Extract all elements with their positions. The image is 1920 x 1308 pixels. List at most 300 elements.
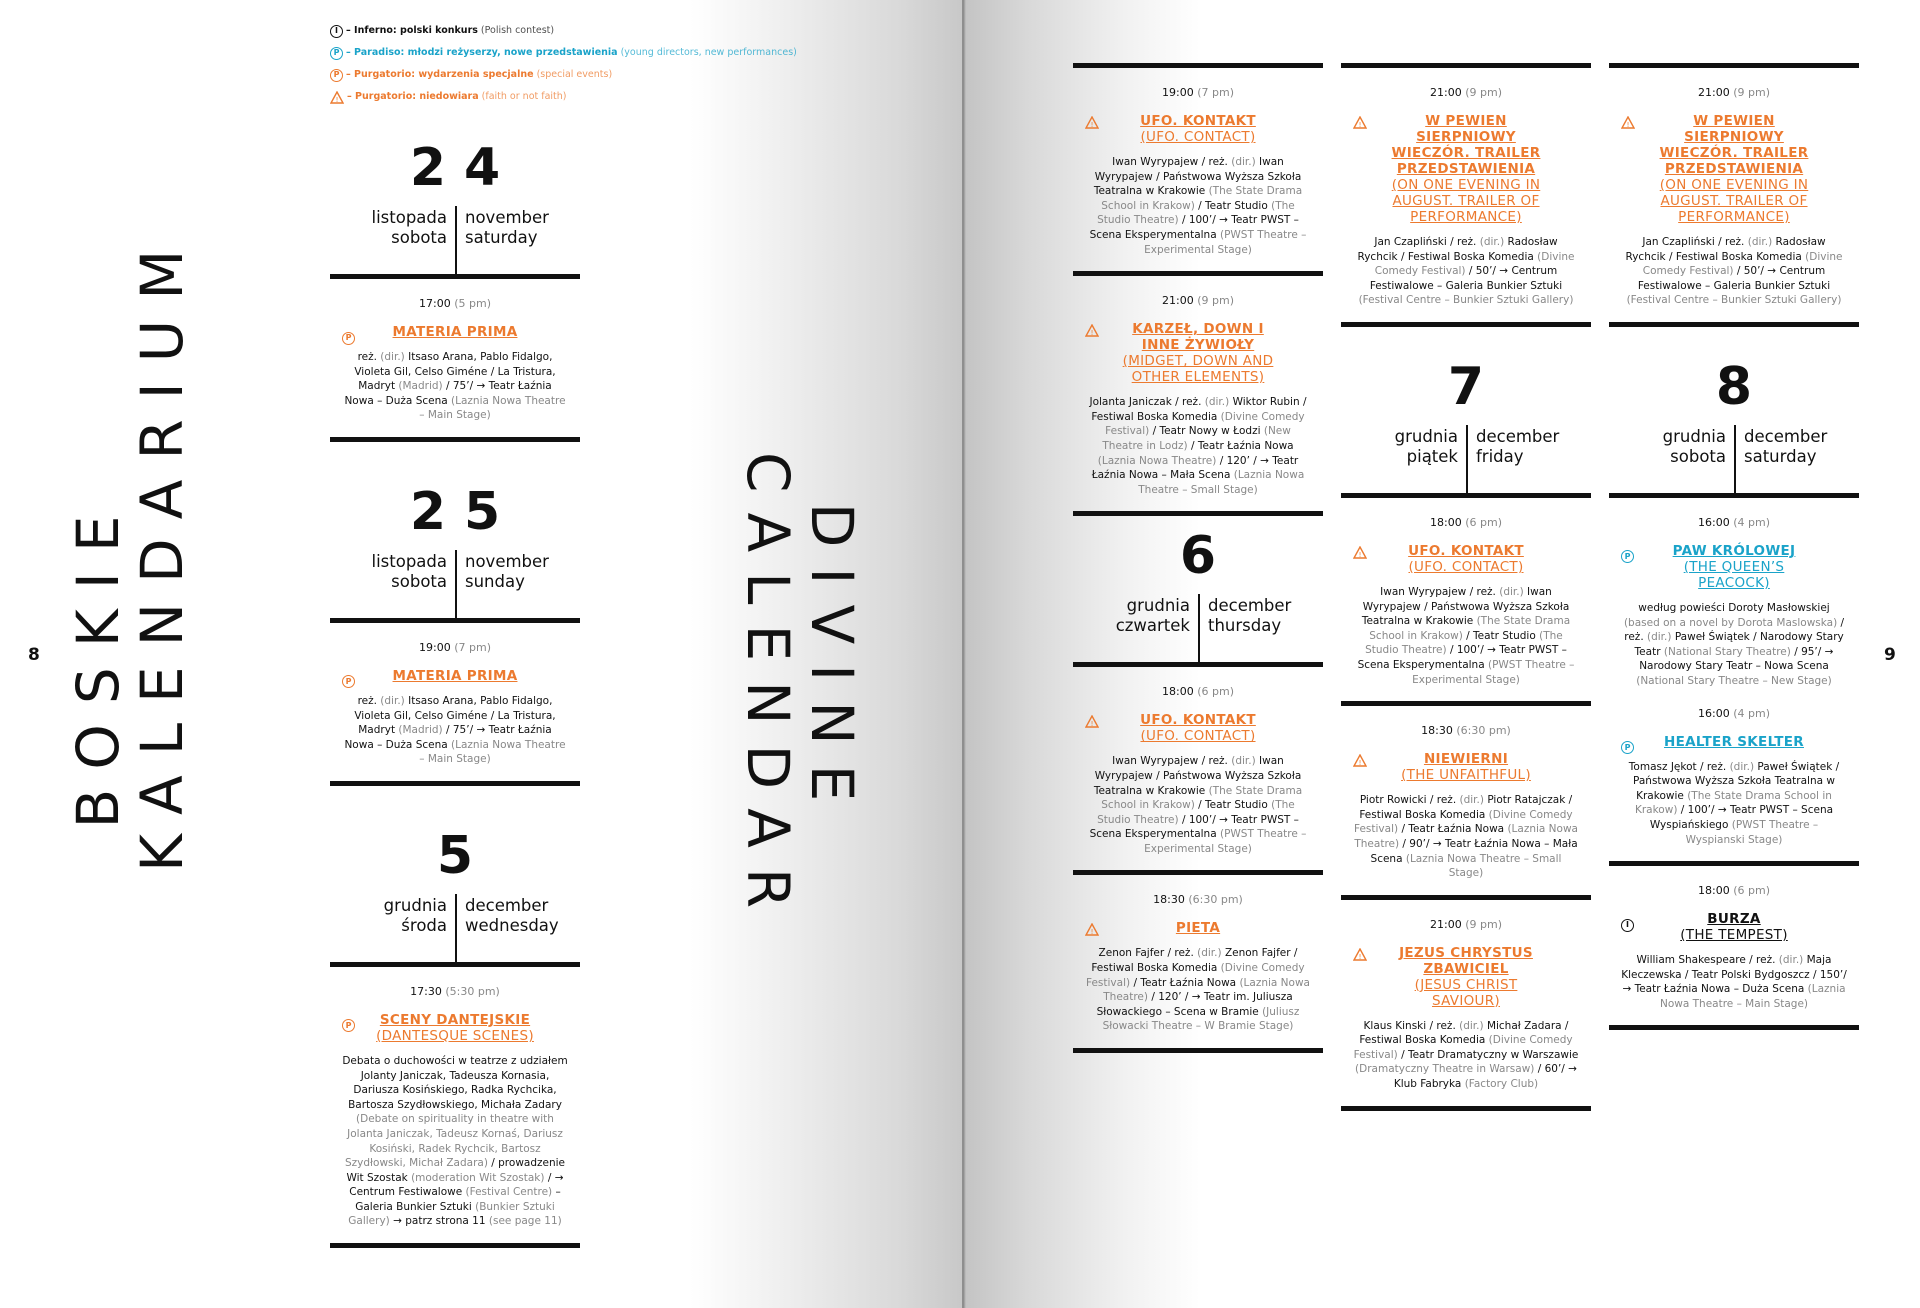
weekday-pl: sobota xyxy=(1670,446,1726,466)
time-pl: 19:00 xyxy=(419,640,451,654)
event-title-wrap xyxy=(1621,543,1847,591)
legend-row xyxy=(330,86,797,108)
event-title-link[interactable] xyxy=(1353,945,1579,1009)
legend-row xyxy=(330,20,797,42)
svg-text:!: ! xyxy=(1090,928,1094,937)
event-title-wrap xyxy=(342,1012,568,1044)
time-en: (9 pm) xyxy=(1197,294,1234,308)
event-time xyxy=(342,297,568,310)
event-desc-part: / Teatr Nowy w Łodzi xyxy=(1152,425,1264,438)
event-desc-part: (Juliusz Słowacki Theatre – W Bramie Stage) xyxy=(1102,1005,1300,1033)
event-desc-part: (PWST Theatre – Wyspianski Stage) xyxy=(1685,818,1819,846)
event-description xyxy=(1353,235,1579,308)
event-desc-part: (Divine Comedy Festival) xyxy=(1374,250,1575,278)
event-title-wrap xyxy=(1353,113,1579,225)
time-en: (6 pm) xyxy=(1733,884,1770,898)
column-2 xyxy=(1073,63,1323,1053)
warning-triangle-icon xyxy=(330,91,344,104)
event-desc-part: (Festival Centre – Bunkier Sztuki Gallery) xyxy=(1626,294,1842,307)
event-desc-part: (The State Drama School in Krakow) xyxy=(1101,185,1303,212)
event-title-wrap xyxy=(342,668,568,684)
event xyxy=(1341,900,1591,1106)
event-desc-part: William Shakespeare / reż. xyxy=(1636,954,1779,967)
event-desc-part: / Teatr Dramatyczny w Warszawie xyxy=(1401,1048,1579,1061)
event-title-link[interactable] xyxy=(1621,113,1847,225)
event-desc-part: (dir.) xyxy=(1499,585,1528,598)
svg-text:!: ! xyxy=(1090,720,1094,729)
time-pl: 16:00 xyxy=(1698,706,1730,720)
day-number: 6 xyxy=(1179,526,1235,587)
event-desc-part: (dir.) xyxy=(1729,760,1758,773)
event-desc-part: / 50’/ → Centrum Festiwalowe – Galeria Bunkier Sztuki xyxy=(1369,265,1563,292)
event-desc-part: Radosław Rychcik / Festiwal Boska Komedia xyxy=(1625,236,1826,263)
event-title-wrap xyxy=(1621,911,1847,943)
event-title: JEZUS CHRYSTUS ZBAWICIEL xyxy=(1399,944,1533,977)
event-description xyxy=(1621,601,1847,689)
event-description xyxy=(342,1054,568,1229)
event-title-link[interactable] xyxy=(1353,113,1579,225)
event-title-wrap xyxy=(1621,734,1847,750)
event-time xyxy=(1085,294,1311,307)
time-pl: 18:00 xyxy=(1698,884,1730,898)
event-desc-part: / 50’/ → Centrum Festiwalowe – Galeria Bunkier Sztuki xyxy=(1637,265,1831,292)
event-desc-part: / Teatr Studio xyxy=(1198,199,1272,212)
event-desc-part: (Bunkier Sztuki Gallery) xyxy=(348,1200,555,1228)
event-desc-part: / 75’/ → Teatr Łaźnia Nowa – Duża Scena xyxy=(344,724,552,751)
event-title-en: (UFO. CONTACT) xyxy=(1408,558,1524,575)
event-description xyxy=(342,350,568,423)
time-pl: 21:00 xyxy=(1430,917,1462,931)
warning-triangle-icon xyxy=(1085,923,1099,936)
date-header xyxy=(1341,347,1591,493)
event-desc-part: Iwan Wyrypajew / reż. xyxy=(1380,585,1500,598)
time-pl: 21:00 xyxy=(1162,294,1194,308)
event-desc-part: / 100’/ → Teatr PWST – Scena Wyspiańskiego xyxy=(1649,804,1834,831)
purgatorio-paradiso-circle-icon: P xyxy=(1621,550,1634,563)
event-desc-part: (dir.) xyxy=(1778,954,1807,967)
legend-label-en: (young directors, new performances) xyxy=(620,47,797,58)
event-desc-part: (moderation Wit Szostak) xyxy=(411,1171,548,1184)
event-desc-part: / 100’/ → Teatr PWST – Scena Eksperymentalna xyxy=(1357,644,1567,671)
event-title-wrap xyxy=(1085,113,1311,145)
event-desc-part: Jolanta Janiczak / reż. xyxy=(1089,396,1205,409)
warning-triangle-icon xyxy=(1085,116,1099,129)
weekday-en: thursday xyxy=(1208,616,1282,636)
event-desc-part: Maja Kleczewska / Teatr Polski Bydgoszcz / 150’/ → Teatr Łaźnia Nowa – Duża Scena xyxy=(1621,954,1847,996)
title-boskie-kalendarium xyxy=(64,229,196,872)
day-number: 25 xyxy=(409,481,519,542)
title-line: KALENDARIUM xyxy=(128,229,196,872)
event-description xyxy=(1621,235,1847,308)
legend-label: – Purgatorio: wydarzenia specjalne xyxy=(346,69,534,80)
event-desc-part: Iwan Wyrypajew / reż. xyxy=(1112,755,1232,768)
day-labels-pl xyxy=(1073,594,1198,662)
event-title-en: (UFO. CONTACT) xyxy=(1140,129,1256,145)
event-desc-part: (National Stary Theatre) xyxy=(1663,645,1795,658)
event-title-link[interactable] xyxy=(1621,543,1847,591)
event-title: UFO. KONTAKT xyxy=(1140,113,1256,129)
event-desc-part: (based on a novel by Dorota Maslowska) xyxy=(1623,616,1841,629)
event-title-en: (THE UNFAITHFUL) xyxy=(1401,767,1531,784)
event xyxy=(330,279,580,437)
event-desc-part: Jan Czapliński / reż. xyxy=(1642,236,1748,248)
weekday-pl: piątek xyxy=(1406,446,1458,466)
legend-label: – Paradiso: młodzi reżyserzy, nowe przedstawienia xyxy=(346,47,618,58)
day-number: 5 xyxy=(436,825,492,886)
column-1 xyxy=(330,128,580,1248)
time-pl: 21:00 xyxy=(1430,86,1462,99)
legend-label: – Purgatorio: niedowiara xyxy=(347,91,479,102)
event-title-link[interactable] xyxy=(1085,920,1311,936)
event-description xyxy=(1353,585,1579,687)
time-pl: 17:30 xyxy=(410,984,442,998)
event-desc-part: / Teatr Łaźnia Nowa xyxy=(1401,823,1508,836)
time-en: (6:30 pm) xyxy=(1456,724,1511,738)
event-time xyxy=(342,641,568,654)
svg-text:!: ! xyxy=(1358,121,1362,129)
event-desc-part: / 120’ / → Teatr im. Juliusza Słowackiego – Scena w Bramie xyxy=(1096,991,1293,1018)
divider xyxy=(1073,1048,1323,1053)
event-description xyxy=(1621,953,1847,1011)
event-desc-part: / 100’/ → Teatr PWST – Scena Eksperymentalna xyxy=(1089,813,1299,841)
svg-text:!: ! xyxy=(1358,952,1362,961)
event-description xyxy=(342,694,568,767)
event-desc-part: Iwan Wyrypajew / Państwowa Wyższa Szkoła Teatralna w Krakowie xyxy=(1093,755,1302,797)
event-desc-part: – Galeria Bunkier Sztuki xyxy=(355,1186,561,1213)
date-header xyxy=(330,472,580,618)
event-description xyxy=(1353,1019,1579,1092)
event-desc-part: Zenon Fajfer / reż. xyxy=(1098,947,1198,960)
event-desc-part: Klaus Kinski / reż. xyxy=(1363,1019,1460,1032)
divider xyxy=(330,1243,580,1248)
event-title-en: (MIDGET, DOWN AND OTHER ELEMENTS) xyxy=(1122,353,1274,386)
event-desc-part: Jan Czapliński / reż. xyxy=(1374,236,1480,248)
event xyxy=(1341,68,1591,322)
event-desc-part: Iwan Wyrypajew / Państwowa Wyższa Szkoła Teatralna w Krakowie xyxy=(1361,585,1570,628)
date-header xyxy=(1073,516,1323,662)
event-desc-part: (Laznia Nowa Theatre – Main Stage) xyxy=(419,738,566,766)
time-en: (4 pm) xyxy=(1733,515,1770,529)
time-pl: 19:00 xyxy=(1162,86,1194,99)
svg-text:!: ! xyxy=(1090,121,1094,129)
event-desc-part: (The State Drama School in Krakow) xyxy=(1369,615,1571,642)
month-pl: grudnia xyxy=(383,895,447,915)
event-title: W PEWIEN SIERPNIOWY WIECZÓR. TRAILER PRZEDSTAWIENIA xyxy=(1659,113,1809,177)
month-pl: grudnia xyxy=(1126,596,1190,616)
time-pl: 16:00 xyxy=(1698,515,1730,529)
event-title: PAW KRÓLOWEJ xyxy=(1672,542,1796,559)
event-time xyxy=(1621,516,1847,529)
event-time xyxy=(1353,918,1579,931)
day-number: 24 xyxy=(409,138,519,198)
day-labels-pl xyxy=(1609,425,1734,493)
event-desc-part: (The Studio Theatre) xyxy=(1097,799,1295,826)
event-desc-part: (New Theatre in Lodz) xyxy=(1102,425,1291,452)
svg-text:!: ! xyxy=(1358,550,1362,559)
weekday-en: friday xyxy=(1476,446,1524,466)
event-description xyxy=(1085,155,1311,257)
day-labels xyxy=(330,894,580,962)
event-desc-part: Michał Zadara / Festiwal Boska Komedia xyxy=(1359,1019,1569,1047)
day-labels xyxy=(1073,594,1323,662)
event-title-link[interactable] xyxy=(1353,751,1579,783)
event-time xyxy=(1085,86,1311,99)
event xyxy=(1073,68,1323,271)
warning-triangle-icon xyxy=(1085,324,1099,337)
warning-triangle-icon xyxy=(1353,546,1367,559)
event-title: BURZA xyxy=(1707,911,1761,928)
time-en: (6 pm) xyxy=(1197,685,1234,699)
event-desc-part: (Madrid) xyxy=(398,724,446,737)
day-labels-en xyxy=(1198,594,1323,662)
event-title-wrap xyxy=(1085,920,1311,936)
event xyxy=(330,623,580,781)
event-title-wrap xyxy=(1621,113,1847,225)
legend-label-en: (Polish contest) xyxy=(480,25,555,36)
column-3 xyxy=(1341,63,1591,1111)
event-title: NIEWIERNI xyxy=(1423,751,1509,768)
event-desc-part: (PWST Theatre – Experimental Stage) xyxy=(1412,658,1575,686)
event-desc-part: (National Stary Theatre – New Stage) xyxy=(1636,674,1832,687)
event xyxy=(1073,276,1323,511)
event-desc-part: (Divine Comedy Festival) xyxy=(1353,1034,1573,1061)
event-desc-part: (PWST Theatre – Experimental Stage) xyxy=(1144,228,1307,256)
time-en: (5 pm) xyxy=(454,297,491,310)
weekday-en: saturday xyxy=(1744,446,1817,466)
time-pl: 18:30 xyxy=(1421,724,1453,738)
event-desc-part: / 60’/ → Klub Fabryka xyxy=(1393,1063,1577,1091)
time-en: (4 pm) xyxy=(1733,706,1770,720)
event-desc-part: (Festival Centre) xyxy=(465,1186,556,1199)
event-desc-part: / Teatr Studio xyxy=(1198,799,1272,812)
event-time xyxy=(1621,707,1847,720)
event-title: MATERIA PRIMA xyxy=(392,667,518,684)
event-title-en: (UFO. CONTACT) xyxy=(1140,728,1256,745)
event xyxy=(330,967,580,1243)
event-desc-part: (The Studio Theatre) xyxy=(1097,199,1295,227)
month-en: november xyxy=(465,208,549,227)
event-desc-part: (dir.) xyxy=(1459,1019,1487,1032)
day-labels xyxy=(330,206,580,274)
event-description xyxy=(1085,946,1311,1034)
event-desc-part: (Divine Comedy Festival) xyxy=(1642,250,1843,278)
legend-label: – Inferno: polski konkurs xyxy=(346,25,478,36)
event xyxy=(1073,875,1323,1048)
day-labels xyxy=(330,550,580,618)
event-title-link[interactable] xyxy=(1621,911,1847,943)
legend-circle-icon: I xyxy=(330,25,343,38)
event-desc-part: (Divine Comedy Festival) xyxy=(1105,410,1305,438)
event-desc-part: (dir.) xyxy=(1231,755,1260,768)
event-desc-part: (Madrid) xyxy=(398,380,446,393)
event-title-link[interactable] xyxy=(342,1012,568,1044)
time-en: (5:30 pm) xyxy=(445,984,500,998)
time-en: (9 pm) xyxy=(1465,86,1502,99)
event-desc-part: Wiktor Rubin / Festiwal Boska Komedia xyxy=(1091,396,1307,423)
event-title-link[interactable] xyxy=(1621,734,1847,750)
warning-triangle-icon xyxy=(1353,754,1367,767)
time-en: (6:30 pm) xyxy=(1188,893,1243,907)
legend xyxy=(330,20,797,108)
svg-text:!: ! xyxy=(335,95,339,104)
weekday-pl: sobota xyxy=(391,571,447,591)
event-desc-part: Iwan Wyrypajew / reż. xyxy=(1112,156,1232,168)
event-desc-part: (PWST Theatre – Experimental Stage) xyxy=(1144,828,1307,855)
event-desc-part: (dir.) xyxy=(1197,947,1225,960)
event-title-en: (THE TEMPEST) xyxy=(1680,927,1788,944)
event-title-link[interactable] xyxy=(342,668,568,684)
month-en: december xyxy=(1476,426,1560,446)
event-desc-part: / Teatr Łaźnia Nowa xyxy=(1133,976,1240,989)
event-desc-part: (dir.) xyxy=(1647,631,1675,644)
event-desc-part: (Festival Centre – Bunkier Sztuki Gallery) xyxy=(1358,294,1574,307)
event xyxy=(1073,667,1323,870)
purgatorio-paradiso-circle-icon: P xyxy=(342,332,355,345)
time-en: (6 pm) xyxy=(1465,515,1502,529)
event-desc-part: według powieści Doroty Masłowskiej xyxy=(1638,601,1830,614)
divider xyxy=(1341,1106,1591,1111)
time-pl: 18:30 xyxy=(1153,893,1185,907)
month-pl: listopada xyxy=(371,208,447,227)
event-title-wrap xyxy=(1353,543,1579,575)
date-header xyxy=(330,128,580,274)
title-line: CALENDAR xyxy=(734,452,802,929)
event-time xyxy=(1353,724,1579,737)
event-title: W PEWIEN SIERPNIOWY WIECZÓR. TRAILER PRZEDSTAWIENIA xyxy=(1391,113,1541,177)
event-desc-part: (Laznia Nowa Theatre) xyxy=(1097,454,1220,467)
event-desc-part: (dir.) xyxy=(1231,156,1260,168)
event-desc-part: Piotr Ratajczak / Festiwal Boska Komedia xyxy=(1359,794,1573,821)
event-title-link[interactable] xyxy=(1085,712,1311,744)
event-title: PIETA xyxy=(1175,920,1221,937)
event-desc-part: (Factory Club) xyxy=(1464,1078,1539,1091)
event xyxy=(1341,498,1591,701)
month-en: december xyxy=(1208,596,1292,616)
event-title-link[interactable] xyxy=(342,324,568,340)
time-en: (7 pm) xyxy=(1197,86,1234,99)
event xyxy=(1341,706,1591,895)
event xyxy=(1609,68,1859,322)
svg-text:!: ! xyxy=(1358,759,1362,768)
event-title-en: (DANTESQUE SCENES) xyxy=(376,1027,534,1044)
day-labels-pl xyxy=(330,206,455,274)
event-title-link[interactable] xyxy=(1085,113,1311,145)
event-title-en: (ON ONE EVENING IN AUGUST. TRAILER OF PERFORMANCE) xyxy=(1391,177,1541,225)
day-number: 8 xyxy=(1715,356,1771,417)
warning-triangle-icon xyxy=(1085,715,1099,728)
event-time xyxy=(1353,516,1579,529)
event-time xyxy=(1621,86,1847,99)
warning-triangle-icon xyxy=(1353,948,1367,961)
time-pl: 21:00 xyxy=(1698,86,1730,99)
weekday-en: sunday xyxy=(465,571,525,591)
time-pl: 17:00 xyxy=(419,297,451,310)
event-desc-part: (Laznia Nowa Theatre – Small Stage) xyxy=(1405,852,1562,880)
event-title: SCENY DANTEJSKIE xyxy=(379,1011,531,1028)
legend-circle-icon: P xyxy=(330,47,343,60)
event-time xyxy=(1085,685,1311,698)
event-title-link[interactable] xyxy=(1085,321,1311,385)
event-title-wrap xyxy=(1085,321,1311,385)
event-desc-part: reż. xyxy=(357,694,381,707)
event-desc-part: Iwan Wyrypajew / Państwowa Wyższa Szkoła Teatralna w Krakowie xyxy=(1093,156,1302,198)
date-header xyxy=(1609,347,1859,493)
event-time xyxy=(1085,893,1311,906)
event-desc-part: (Laznia Nowa Theatre – Main Stage) xyxy=(419,394,566,422)
event-desc-part: Debata o duchowości w teatrze z udziałem Jolanty Janiczak, Tadeusza Kornasia, Dariusza Kosińskiego, Radka Rychcika, Bartosza Szydłowskiego, Michała Zadary xyxy=(342,1054,568,1111)
event-desc-part: (Dramatyczny Theatre in Warsaw) xyxy=(1355,1063,1538,1076)
event-title-wrap xyxy=(1353,945,1579,1009)
event-time xyxy=(1621,884,1847,897)
event-title: MATERIA PRIMA xyxy=(392,324,518,340)
event-desc-part: (Divine Comedy Festival) xyxy=(1354,808,1573,836)
event-time xyxy=(342,985,568,998)
event-description xyxy=(1353,793,1579,881)
weekday-pl: środa xyxy=(401,915,447,935)
page-number-right: 9 xyxy=(1884,645,1896,665)
event-desc-part: (dir.) xyxy=(380,351,409,363)
event-desc-part: / 100’/ → Teatr PWST – Scena Eksperymentalna xyxy=(1089,214,1299,241)
event-desc-part: / reż. xyxy=(1624,616,1845,644)
inferno-circle-icon: I xyxy=(1621,919,1634,932)
event-desc-part: (dir.) xyxy=(1747,236,1776,248)
day-labels-en xyxy=(455,206,580,274)
event-desc-part: (The Studio Theatre) xyxy=(1365,629,1563,657)
event-desc-part: (The State Drama School in Krakow) xyxy=(1101,784,1303,812)
day-labels-pl xyxy=(330,550,455,618)
day-labels-en xyxy=(455,894,580,962)
purgatorio-paradiso-circle-icon: P xyxy=(342,1019,355,1032)
month-en: december xyxy=(1744,426,1828,446)
event-desc-part: (dir.) xyxy=(1459,794,1488,807)
event-desc-part: (Debate on spirituality in theatre with Jolanta Janiczak, Tadeusz Kornaś, Dariusz Kosiński, Radek Rychcik, Bartosz Szydłowski, Michał Zadara) xyxy=(344,1113,563,1170)
legend-row xyxy=(330,42,797,64)
svg-text:!: ! xyxy=(1090,329,1094,338)
day-labels-pl xyxy=(1341,425,1466,493)
event-desc-part: / → Centrum Festiwalowe xyxy=(349,1171,564,1199)
purgatorio-paradiso-circle-icon: P xyxy=(342,675,355,688)
event-desc-part: (dir.) xyxy=(1204,396,1233,409)
event-title-en: (THE QUEEN’S PEACOCK) xyxy=(1683,558,1785,591)
event xyxy=(1609,703,1859,862)
day-labels-en xyxy=(455,550,580,618)
event-title-wrap xyxy=(1085,712,1311,744)
event-desc-part: / Teatr Łaźnia Nowa xyxy=(1190,439,1294,452)
event-desc-part: Zenon Fajfer / Festiwal Boska Komedia xyxy=(1091,947,1298,975)
event-description xyxy=(1621,760,1847,848)
page-number-left: 8 xyxy=(28,645,40,665)
event-desc-part: Tomasz Jękot / reż. xyxy=(1628,760,1730,773)
legend-row xyxy=(330,64,797,86)
time-en: (9 pm) xyxy=(1733,86,1770,99)
legend-label-en: (special events) xyxy=(536,69,613,80)
time-en: (9 pm) xyxy=(1465,917,1502,931)
day-labels xyxy=(1609,425,1859,493)
event-title: HEALTER SKELTER xyxy=(1664,733,1804,750)
event-description xyxy=(1085,754,1311,856)
event-title-link[interactable] xyxy=(1353,543,1579,575)
event-title-en: (ON ONE EVENING IN AUGUST. TRAILER OF PERFORMANCE) xyxy=(1659,177,1809,225)
event xyxy=(1609,866,1859,1025)
svg-text:!: ! xyxy=(1626,121,1630,129)
book-gutter xyxy=(962,0,964,1308)
event-desc-part: (The State Drama School in Krakow) xyxy=(1634,789,1832,817)
event-desc-part: (Laznia Nowa Theatre – Main Stage) xyxy=(1659,983,1846,1010)
title-line: DIVINE xyxy=(798,502,866,822)
legend-label-en: (faith or not faith) xyxy=(481,91,567,102)
title-divine-calendar xyxy=(734,452,866,929)
legend-circle-icon: P xyxy=(330,69,343,82)
